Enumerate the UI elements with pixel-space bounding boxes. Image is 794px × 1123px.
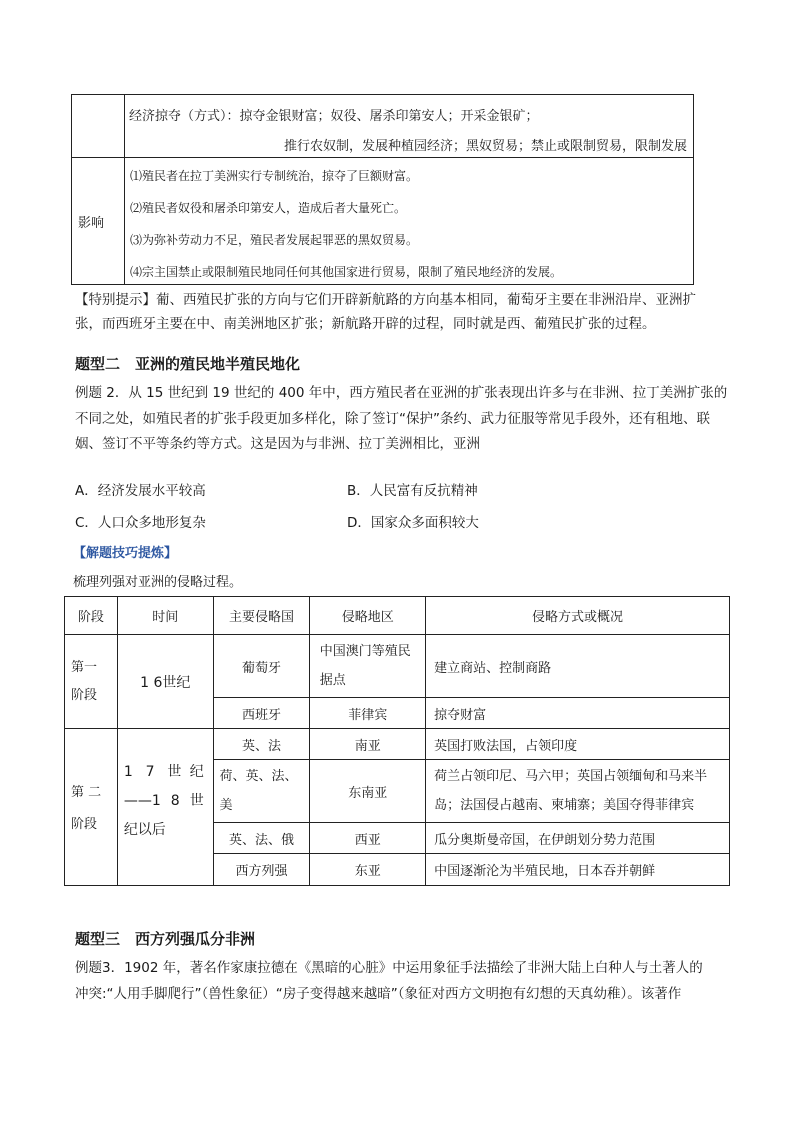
region-macau [310, 635, 426, 698]
option-c: C．人口众多地形复杂 [75, 515, 206, 531]
stage-1-time: 1 6世纪 [117, 635, 213, 729]
stage-1-cell [65, 635, 118, 729]
country-spain: 西班牙 [213, 698, 310, 729]
header-method: 侵略方式或概况 [426, 597, 730, 635]
region-southeast-asia: 东南亚 [310, 760, 426, 823]
stage-2-cell [65, 729, 118, 886]
header-time: 时间 [117, 597, 213, 635]
header-country: 主要侵略国 [213, 597, 310, 635]
region-south-asia: 南亚 [310, 729, 426, 760]
example-2-line-1: 例题 2．从 15 世纪到 19 世纪的 400 年中，西方殖民者在亚洲的扩张表现出许多与在非洲、拉丁美洲扩张的 [75, 385, 728, 401]
example-2-line-3: 姻、签订不平等条约等方式。这是因为与非洲、拉丁美洲相比，亚洲 [75, 436, 480, 452]
detail-west-asia: 瓜分奥斯曼帝国，在伊朗划分势力范围 [426, 823, 730, 854]
influence-item-2: ⑵殖民者奴役和屠杀印第安人，造成后者大量死亡。 [130, 201, 407, 215]
country-britain-france-russia: 英、法、俄 [213, 823, 310, 854]
influence-cell [125, 158, 694, 285]
special-hint-line-1: 【特别提示】葡、西殖民扩张的方向与它们开辟新航路的方向基本相同，葡萄牙主要在非洲沿岸、亚洲扩 [75, 292, 696, 308]
section-3-title: 题型三 西方列强瓜分非洲 [75, 930, 256, 948]
header-stage: 阶段 [65, 597, 118, 635]
example-3-line-1: 例题3．1902 年，著名作家康拉德在《黑暗的心脏》中运用象征手法描绘了非洲大陆上白种人与土著人的 [75, 960, 703, 976]
region-macau-text: 中国澳门等殖民据点 [319, 644, 411, 688]
detail-spain: 掠夺财富 [426, 698, 730, 729]
example-3-line-2: 冲突:“人用手脚爬行”（兽性象征）“房子变得越来越暗”（象征对西方文明抱有幻想的天真幼稚）。该著作 [75, 985, 682, 1002]
example-2-line-2: 不同之处，如殖民者的扩张手段更加多样化，除了签订“保护”条约、武力征服等常见手段外，还有租地、联 [75, 410, 710, 427]
detail-portugal: 建立商站、控制商路 [426, 635, 730, 698]
option-b: B．人民富有反抗精神 [347, 483, 478, 499]
influence-label: 影响 [72, 158, 125, 285]
example-2 [75, 381, 727, 458]
detail-east-asia: 中国逐渐沦为半殖民地，日本吞并朝鲜 [426, 854, 730, 886]
econ-line-1: 经济掠夺（方式）：掠夺金银财富；奴役、屠杀印第安人；开采金银矿； [129, 109, 539, 124]
country-britain-france: 英、法 [213, 729, 310, 760]
region-philippines: 菲律宾 [310, 698, 426, 729]
stage-2-time: 1 7 世纪——1 8 世纪以后 [123, 763, 204, 838]
special-hint-line-2: 张，而西班牙主要在中、南美洲地区扩张；新航路开辟的过程，同时就是西、葡殖民扩张的过程。 [75, 316, 656, 332]
option-d: D．国家众多面积较大 [347, 515, 479, 531]
example-3 [75, 956, 703, 1007]
stage-1-label: 第一阶段 [71, 659, 98, 703]
econ-line-2: 推行农奴制，发展种植园经济；黑奴贸易；禁止或限制贸易，限制发展 [283, 139, 687, 154]
country-dutch-british-french-us [213, 760, 310, 823]
influence-item-3: ⑶为弥补劳动力不足，殖民者发展起罪恶的黑奴贸易。 [130, 233, 419, 247]
stage-2-time-cell [117, 729, 213, 886]
colonial-latin-america-table [71, 94, 694, 285]
economic-plunder-cell [125, 95, 694, 158]
detail-southeast-asia [426, 760, 730, 823]
influence-item-1: ⑴殖民者在拉丁美洲实行专制统治，掠夺了巨额财富。 [130, 169, 419, 183]
country-portugal: 葡萄牙 [213, 635, 310, 698]
section-2-title: 题型二 亚洲的殖民地半殖民地化 [75, 355, 301, 373]
influence-item-4: ⑷宗主国禁止或限制殖民地同任何其他国家进行贸易，限制了殖民地经济的发展。 [130, 265, 563, 279]
region-west-asia: 西亚 [310, 823, 426, 854]
option-a: A．经济发展水平较高 [75, 483, 206, 499]
empty-label-cell [72, 95, 125, 158]
region-east-asia: 东亚 [310, 854, 426, 886]
country-dutch-british-french-us-text: 荷、英、法、美 [219, 769, 298, 813]
asia-invasion-table [64, 596, 730, 886]
detail-south-asia: 英国打败法国，占领印度 [426, 729, 730, 760]
country-western-powers: 西方列强 [213, 854, 310, 886]
detail-southeast-asia-text: 荷兰占领印尼、马六甲；英国占领缅甸和马来半岛；法国侵占越南、柬埔寨；美国夺得菲律宾 [434, 769, 708, 813]
skill-text: 梳理列强对亚洲的侵略过程。 [73, 575, 243, 590]
special-hint [75, 288, 696, 336]
header-region: 侵略地区 [310, 597, 426, 635]
skill-title: 【解题技巧提炼】 [73, 546, 178, 561]
stage-2-label: 第 二阶段 [71, 785, 102, 832]
